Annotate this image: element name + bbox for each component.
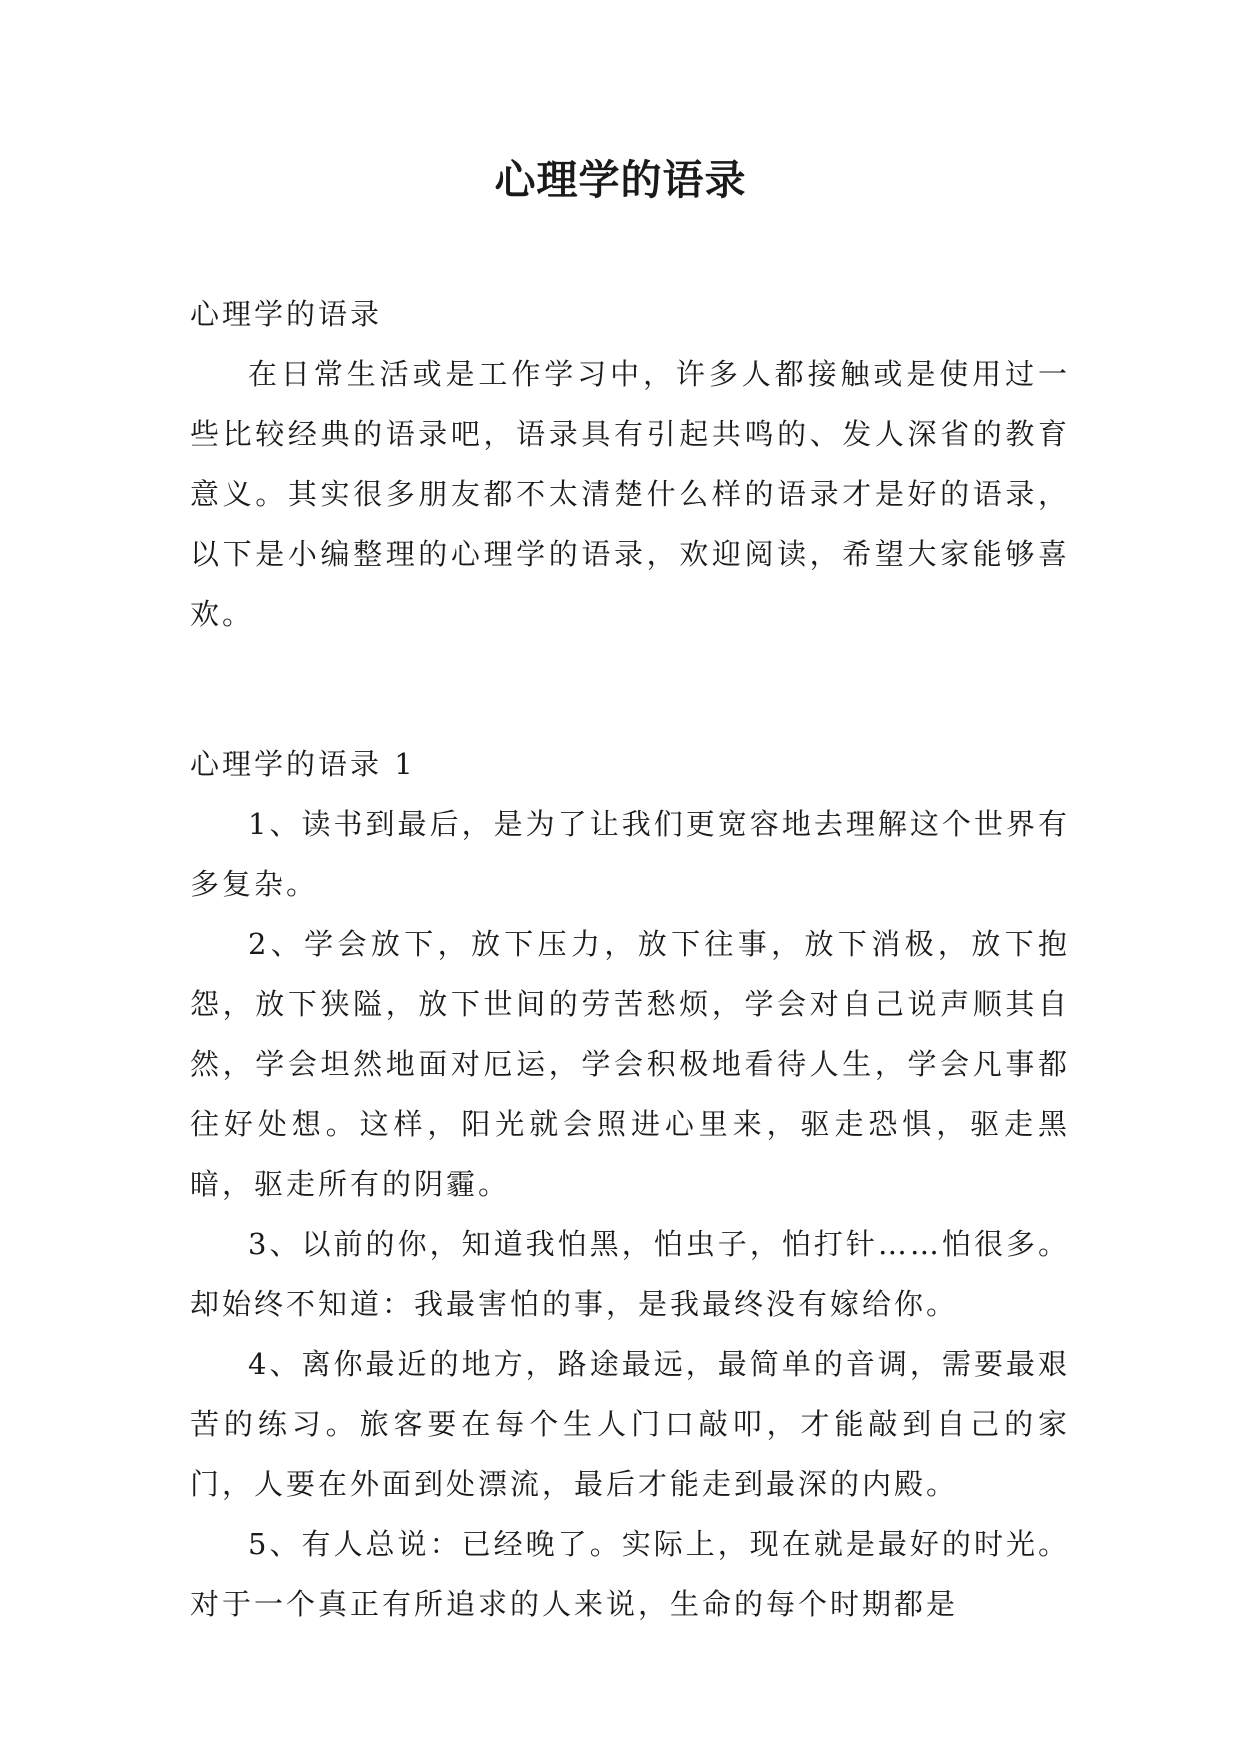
- document-body: [190, 284, 1070, 1634]
- quote-paragraph: 4、离你最近的地方，路途最远，最简单的音调，需要最艰苦的练习。旅客要在每个生人门口敲叩，才能敲到自己的家门，人要在外面到处漂流，最后才能走到最深的内殿。: [190, 1347, 1070, 1501]
- quote-paragraph: 5、有人总说：已经晚了。实际上，现在就是最好的时光。对于一个真正有所追求的人来说，生命的每个时期都是: [190, 1527, 1070, 1621]
- quote-paragraph: 2、学会放下，放下压力，放下往事，放下消极，放下抱怨，放下狭隘，放下世间的劳苦愁烦，学会对自己说声顺其自然，学会坦然地面对厄运，学会积极地看待人生，学会凡事都往好处想。这样，阳光就会照进心里来，驱走恐惧，驱走黑暗，驱走所有的阴霾。: [190, 927, 1070, 1201]
- document-title: 心理学的语录: [494, 156, 747, 204]
- section-heading: 心理学的语录 1: [190, 747, 416, 781]
- intro-paragraph: 在日常生活或是工作学习中，许多人都接触或是使用过一些比较经典的语录吧，语录具有引起共鸣的、发人深省的教育意义。其实很多朋友都不太清楚什么样的语录才是好的语录，以下是小编整理的心理学的语录，欢迎阅读，希望大家能够喜欢。: [190, 357, 1070, 631]
- document-subtitle: 心理学的语录: [190, 297, 383, 331]
- quote-paragraph: 3、以前的你，知道我怕黑，怕虫子，怕打针……怕很多。却始终不知道：我最害怕的事，是我最终没有嫁给你。: [190, 1227, 1070, 1321]
- section-spacer: [190, 644, 1070, 734]
- quote-paragraph: 1、读书到最后，是为了让我们更宽容地去理解这个世界有多复杂。: [190, 807, 1070, 901]
